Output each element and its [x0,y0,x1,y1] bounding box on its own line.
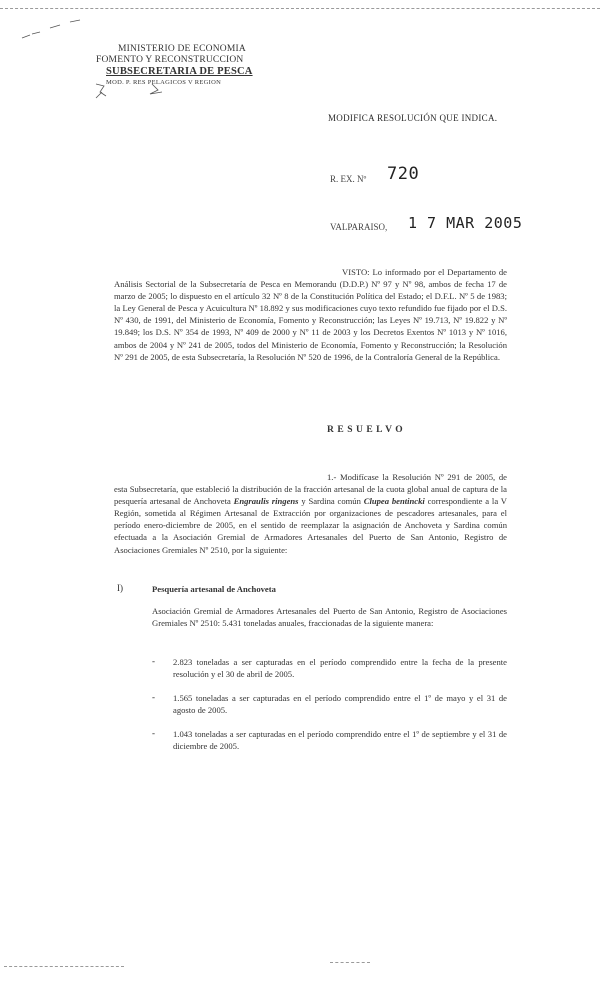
ink-scribble-top-left [20,18,90,42]
visto-lead: VISTO: [342,267,370,277]
species-sardina: Clupea bentincki [363,496,425,507]
department-code: MOD. P. RES PELAGICOS V REGION [106,79,222,86]
article-1-mid: y Sardina común [298,496,364,507]
ministry-name: MINISTERIO DE ECONOMIA [118,44,246,54]
city-label: VALPARAISO, [330,222,388,232]
subsecretaria-name: SUBSECRETARIA DE PESCA [106,66,253,77]
article-1-rest: correspondiente a la V Región, sometida al Régimen Artesanal de Extracción por organizaciones de pescadores artesanales, para el período enero-diciembre de 2005, en el sentido de reemplazar la asignación de Anchoveta y Sardina común efectuada a la Asociación Gremial de Armadores Artesanales del Puerto de San Antonio, Registro de Asociaciones Gremiales Nº 2510, por la siguiente: [114,496,508,555]
item-2-bullet: - [152,692,155,702]
article-1-paragraph [114,471,507,556]
section-i-heading: Pesquería artesanal de Anchoveta [152,584,276,594]
date-stamp: 1 7 MAR 2005 [408,214,523,232]
ministry-subtitle: FOMENTO Y RECONSTRUCCION [96,55,244,65]
visto-paragraph [114,266,507,363]
scan-edge-bottom [4,966,124,967]
article-1-lead: 1.- Modifícase la Resolución Nº 291 de 2005, de esta Subsecretaría, que estableció la distribución de la fracción artesanal de la cuota global anual de captura de la pesquería artesanal de Anchoveta [114,472,507,507]
document-title: MODIFICA RESOLUCIÓN QUE INDICA. [328,113,498,123]
section-i-intro-text: Asociación Gremial de Armadores Artesanales del Puerto de San Antonio, Registro de Asociaciones Gremiales Nº 2510: 5.431 toneladas anuales, fraccionadas de la siguiente manera: [152,606,507,629]
scan-edge-top [0,8,600,9]
species-anchoveta: Engraulis ringens [233,496,299,507]
letterhead [96,44,308,88]
resuelvo-heading: RESUELVO [327,425,407,435]
section-i-intro [152,605,507,629]
item-3: 1.043 toneladas a ser capturadas en el período comprendido entre el 1º de septiembre y el 31 de diciembre de 2005. [173,729,507,752]
visto-text: Lo informado por el Departamento de Análisis Sectorial de la Subsecretaría de Pesca en Memorandu (D.D.P.) Nº 97 y Nº 98, ambos de fecha 17 de marzo de 2005; lo dispuesto en el artículo 32 Nº 8 de la Constitución Política del Estado; el D.F.L. Nº 5 de 1983; la Ley General de Pesca y Acuicultura Nº 18.892 y sus modificaciones cuyo texto refundido fue fijado por el D.S. Nº 430, de 1991, del Ministerio de Economía, Fomento y Reconstrucción; las Leyes Nº 19.713, Nº 19.822 y Nº 19.849; los D.S. Nº 354 de 1993, Nº 409 de 2000 y Nº 11 de 2003 y los Decretos Exentos Nº 1013 y Nº 1016, ambos de 2004 y Nº 241 de 2005, todos del Ministerio de Economía, Fomento y Reconstrucción; la Resolución Nº 291 de 2005, de esta Subsecretaría, la Resolución Nº 520 de 1996, de la Contraloría General de la República. [114,267,508,362]
item-2: 1.565 toneladas a ser capturadas en el período comprendido entre el 1º de mayo y el 31 de agosto de 2005. [173,693,507,716]
resolution-label: R. EX. Nº [330,174,367,184]
section-i-number: I) [117,583,123,593]
item-1: 2.823 toneladas a ser capturadas en el período comprendido entre la fecha de la presente resolución y el 30 de abril de 2005. [173,657,507,680]
resolution-number: 720 [387,164,420,184]
scan-edge-right-bottom [330,962,370,963]
item-1-bullet: - [152,656,155,666]
item-3-bullet: - [152,728,155,738]
